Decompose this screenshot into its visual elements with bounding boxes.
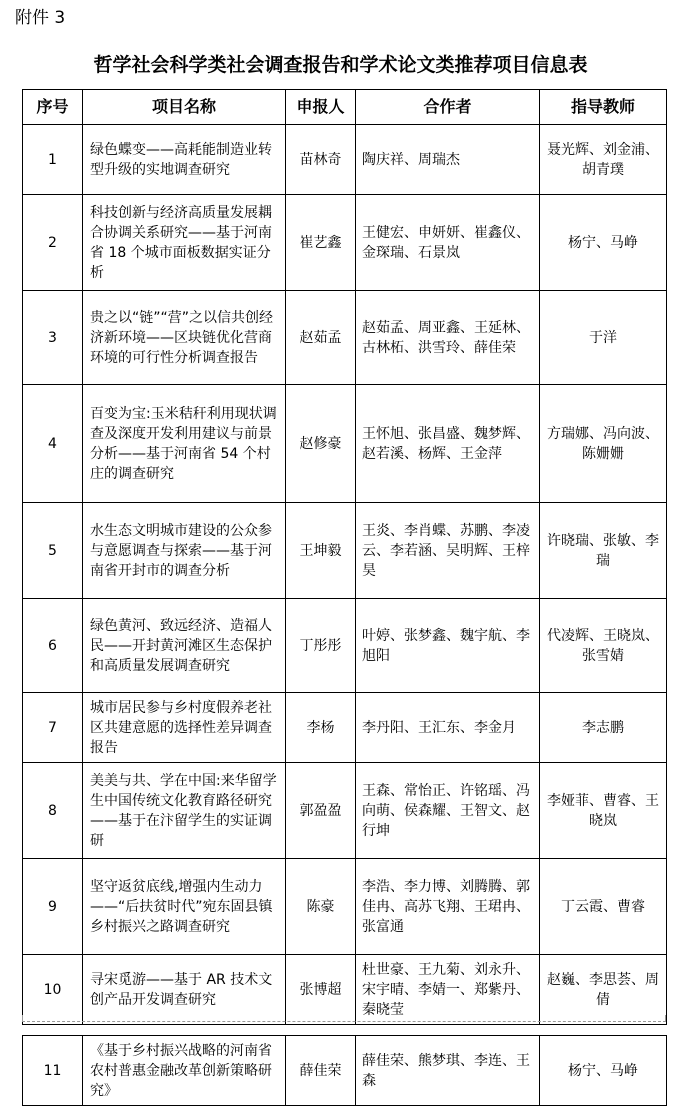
- cell-project-name: 坚守返贫底线,增强内生动力——“后扶贫时代”宛东固县镇乡村振兴之路调查研究: [83, 859, 286, 955]
- cell-applicant: 崔艺鑫: [286, 195, 356, 291]
- cell-advisors: 李娅菲、曹睿、王晓岚: [540, 763, 667, 859]
- cell-no: 1: [23, 125, 83, 195]
- cell-advisors: 聂光辉、刘金浦、胡青璞: [540, 125, 667, 195]
- table-header-row: [23, 90, 667, 125]
- table-row: [23, 599, 667, 693]
- cell-no: 9: [23, 859, 83, 955]
- table-row: [23, 1036, 667, 1106]
- recommended-projects-table: [22, 89, 667, 1025]
- cell-no: 3: [23, 291, 83, 385]
- cell-project-name: 城市居民参与乡村度假养老社区共建意愿的选择性差异调查报告: [83, 693, 286, 763]
- cell-collaborators: 王森、常怡正、许铭瑶、冯向萌、侯森耀、王智文、赵行坤: [356, 763, 540, 859]
- cell-collaborators: 王健宏、申妍妍、崔鑫仪、金琛瑞、石景岚: [356, 195, 540, 291]
- cell-advisors: 许晓瑞、张敏、李瑞: [540, 503, 667, 599]
- table-row: [23, 763, 667, 859]
- cell-project-name: 绿色黄河、致远经济、造福人民——开封黄河滩区生态保护和高质量发展调查研究: [83, 599, 286, 693]
- header-project-name: 项目名称: [83, 90, 286, 125]
- cell-applicant: 丁彤彤: [286, 599, 356, 693]
- header-advisors: 指导教师: [540, 90, 667, 125]
- cell-collaborators: 李浩、李力博、刘腾腾、郭佳冉、高苏飞翔、王珺冉、张富通: [356, 859, 540, 955]
- cell-advisors: 于洋: [540, 291, 667, 385]
- cell-project-name: 寻宋觅游——基于 AR 技术文创产品开发调查研究: [83, 955, 286, 1025]
- cell-collaborators: 赵茹孟、周亚鑫、王延林、古林柘、洪雪玲、薛佳荣: [356, 291, 540, 385]
- cell-advisors: 代凌辉、王晓岚、张雪婧: [540, 599, 667, 693]
- cell-applicant: 张博超: [286, 955, 356, 1025]
- cell-project-name: 绿色蝶变——高耗能制造业转型升级的实地调查研究: [83, 125, 286, 195]
- cell-advisors: 方瑞娜、冯向波、陈姗姗: [540, 385, 667, 503]
- cell-no: 4: [23, 385, 83, 503]
- cell-applicant: 李杨: [286, 693, 356, 763]
- document-title: 哲学社会科学类社会调查报告和学术论文类推荐项目信息表: [93, 54, 588, 76]
- cell-no: 2: [23, 195, 83, 291]
- recommended-projects-table-continued: [22, 1035, 667, 1106]
- cell-project-name: 美美与共、学在中国:来华留学生中国传统文化教育路径研究——基于在汴留学生的实证调研: [83, 763, 286, 859]
- cell-collaborators: 叶婷、张梦鑫、魏宇航、李旭阳: [356, 599, 540, 693]
- cell-no: 8: [23, 763, 83, 859]
- cell-advisors: 赵巍、李思荟、周倩: [540, 955, 667, 1025]
- cell-advisors: 杨宁、马峥: [540, 1036, 667, 1106]
- cell-collaborators: 王炎、李肖蝶、苏鹏、李凌云、李若涵、吴明辉、王梓昊: [356, 503, 540, 599]
- table-row: [23, 195, 667, 291]
- cell-collaborators: 薛佳荣、熊梦琪、李连、王森: [356, 1036, 540, 1106]
- cell-applicant: 陈豪: [286, 859, 356, 955]
- table-row: [23, 503, 667, 599]
- cell-no: 7: [23, 693, 83, 763]
- table-row: [23, 693, 667, 763]
- page-break-tick-left: [22, 1015, 23, 1021]
- cell-project-name: 贵之以“链”“营”之以信共创经济新环境——区块链优化营商环境的可行性分析调查报告: [83, 291, 286, 385]
- cell-advisors: 丁云霞、曹睿: [540, 859, 667, 955]
- cell-applicant: 郭盈盈: [286, 763, 356, 859]
- cell-no: 10: [23, 955, 83, 1025]
- cell-collaborators: 王怀旭、张昌盛、魏梦辉、赵若溪、杨辉、王金萍: [356, 385, 540, 503]
- cell-applicant: 薛佳荣: [286, 1036, 356, 1106]
- header-no: 序号: [23, 90, 83, 125]
- cell-applicant: 赵修豪: [286, 385, 356, 503]
- cell-no: 5: [23, 503, 83, 599]
- cell-applicant: 苗林奇: [286, 125, 356, 195]
- table-row: [23, 291, 667, 385]
- cell-project-name: 水生态文明城市建设的公众参与意愿调查与探索——基于河南省开封市的调查分析: [83, 503, 286, 599]
- attachment-label: 附件 3: [15, 8, 66, 28]
- cell-project-name: 科技创新与经济高质量发展耦合协调关系研究——基于河南省 18 个城市面板数据实证分析: [83, 195, 286, 291]
- header-applicant: 申报人: [286, 90, 356, 125]
- table-row: [23, 955, 667, 1025]
- cell-collaborators: 陶庆祥、周瑞杰: [356, 125, 540, 195]
- cell-no: 6: [23, 599, 83, 693]
- table-row: [23, 125, 667, 195]
- cell-project-name: 《基于乡村振兴战略的河南省农村普惠金融改革创新策略研究》: [83, 1036, 286, 1106]
- cell-applicant: 王坤毅: [286, 503, 356, 599]
- cell-advisors: 李志鹏: [540, 693, 667, 763]
- table-row: [23, 385, 667, 503]
- cell-collaborators: 李丹阳、王汇东、李金月: [356, 693, 540, 763]
- cell-advisors: 杨宁、马峥: [540, 195, 667, 291]
- cell-project-name: 百变为宝:玉米秸秆利用现状调查及深度开发利用建议与前景分析——基于河南省 54 个村庄的调查研究: [83, 385, 286, 503]
- cell-no: 11: [23, 1036, 83, 1106]
- table-row: [23, 859, 667, 955]
- page-break-tick-right: [665, 1015, 666, 1021]
- header-collaborators: 合作者: [356, 90, 540, 125]
- cell-applicant: 赵茹孟: [286, 291, 356, 385]
- page-break-separator: [22, 1021, 666, 1022]
- cell-collaborators: 杜世豪、王九菊、刘永升、宋宇晴、李婧一、郑紫丹、秦晓莹: [356, 955, 540, 1025]
